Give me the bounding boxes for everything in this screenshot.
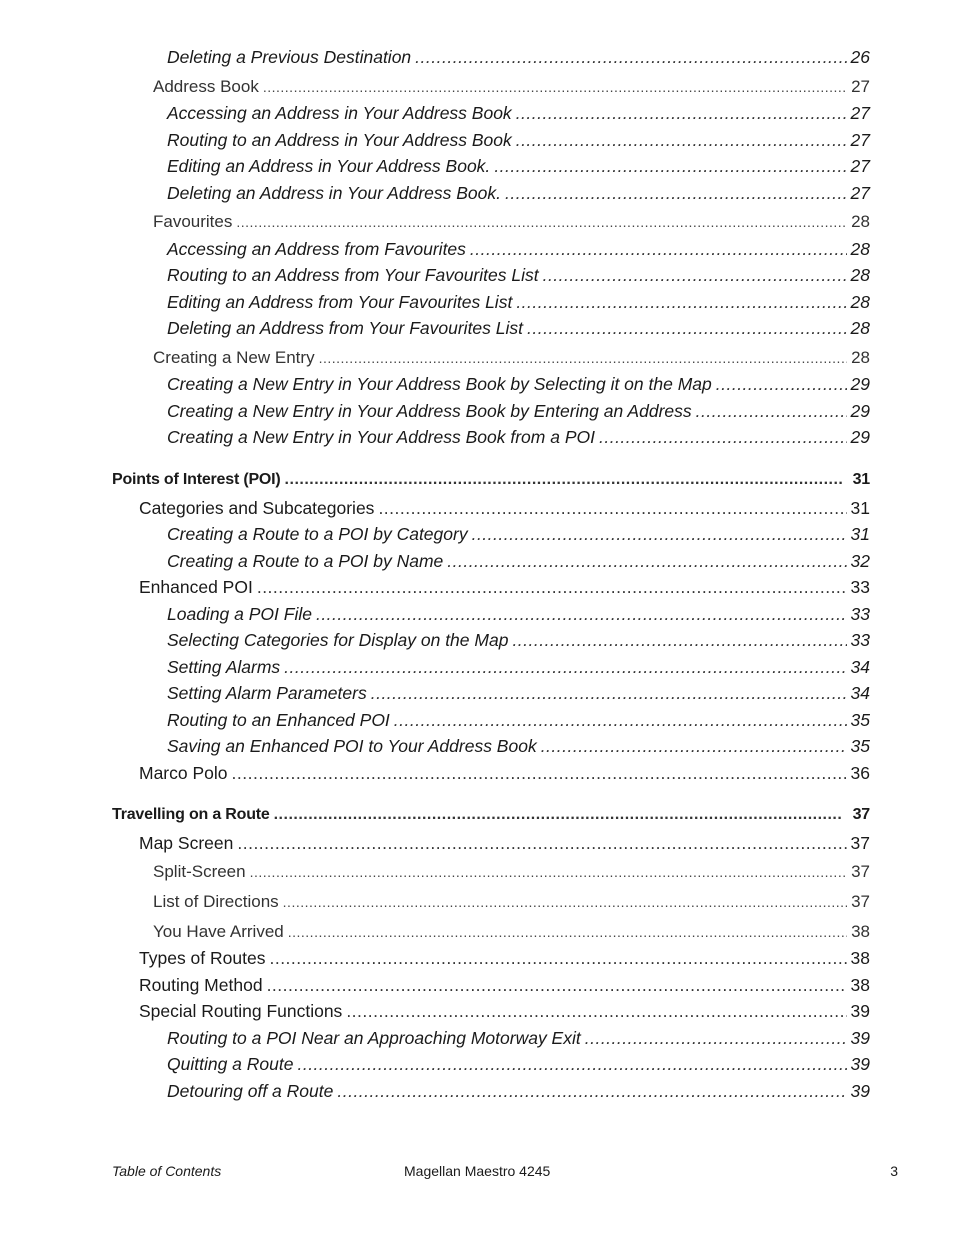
toc-page-number: 28 (850, 265, 870, 285)
toc-page-number: 34 (850, 683, 870, 703)
toc-entry-title: Deleting a Previous Destination (167, 47, 412, 67)
footer-section-title: Table of Contents (112, 1163, 222, 1179)
toc-page-number: 35 (850, 736, 870, 756)
toc-dot-leader (543, 265, 847, 286)
toc-entry[interactable] (167, 265, 870, 286)
toc-entry-title: Detouring off a Route (167, 1081, 334, 1101)
toc-entry[interactable] (167, 427, 870, 448)
toc-dot-leader (599, 427, 847, 448)
toc-page-number: 31 (850, 524, 870, 544)
toc-page-number: 38 (850, 948, 870, 968)
toc-entry-title: Selecting Categories for Display on the Map (167, 630, 509, 650)
toc-page-number: 33 (850, 630, 870, 650)
toc-page-number: 29 (850, 401, 870, 421)
toc-entry-title: Marco Polo (139, 763, 228, 783)
toc-page-number: 29 (850, 374, 870, 394)
toc-page-number: 32 (850, 551, 870, 571)
toc-page-number: 27 (850, 183, 870, 203)
toc-entry-title: Deleting an Address from Your Favourites List (167, 318, 524, 338)
toc-dot-leader (319, 350, 848, 366)
toc-entry[interactable] (167, 103, 870, 124)
toc-page-number: 37 (850, 833, 870, 853)
toc-page-number: 39 (850, 1001, 870, 1021)
toc-entry[interactable] (167, 657, 870, 678)
toc-page-number: 33 (850, 604, 870, 624)
toc-entry[interactable] (167, 239, 870, 260)
toc-entry[interactable] (167, 1054, 870, 1075)
toc-dot-leader (269, 948, 846, 969)
toc-dot-leader (394, 710, 847, 731)
toc-dot-leader (297, 1054, 846, 1075)
toc-page-number: 36 (850, 763, 870, 783)
toc-dot-leader (696, 401, 847, 422)
toc-entry[interactable] (167, 630, 870, 651)
toc-dot-leader (472, 524, 847, 545)
toc-dot-leader (267, 975, 847, 996)
toc-dot-leader (585, 1028, 847, 1049)
toc-dot-leader (516, 130, 847, 151)
toc-dot-leader (283, 894, 847, 910)
toc-page-number: 37 (851, 862, 870, 881)
toc-entry-title: Split-Screen (153, 862, 246, 881)
toc-entry[interactable] (139, 763, 870, 784)
toc-entry[interactable] (139, 975, 870, 996)
toc-entry-title: Routing to an Address in Your Address Book (167, 130, 512, 150)
toc-entry[interactable] (153, 922, 870, 942)
toc-entry-title: Editing an Address from Your Favourites List (167, 292, 513, 312)
toc-dot-leader (447, 551, 846, 572)
toc-page-number: 28 (850, 318, 870, 338)
footer-page-number: 3 (890, 1163, 898, 1179)
toc-entry-title: Creating a New Entry in Your Address Book by Selecting it on the Map (167, 374, 712, 394)
toc-entry-title: Saving an Enhanced POI to Your Address Book (167, 736, 537, 756)
toc-entry[interactable] (167, 318, 870, 339)
toc-entry-title: Map Screen (139, 833, 234, 853)
toc-entry[interactable] (167, 1081, 870, 1102)
toc-page-number: 29 (850, 427, 870, 447)
toc-entry[interactable] (167, 130, 870, 151)
toc-entry-title: Routing to an Enhanced POI (167, 710, 390, 730)
toc-dot-leader (263, 79, 847, 95)
toc-page-number: 28 (851, 212, 870, 231)
toc-entry-title: List of Directions (153, 892, 279, 911)
toc-page-number: 27 (850, 103, 870, 123)
toc-page-number: 26 (850, 47, 870, 67)
toc-entry[interactable] (167, 183, 870, 204)
toc-entry[interactable] (153, 77, 870, 97)
toc-entry[interactable] (167, 736, 870, 757)
toc-entry[interactable] (167, 604, 870, 625)
toc-entry-title: Routing to an Address from Your Favourites List (167, 265, 539, 285)
toc-page-number: 31 (852, 471, 870, 488)
toc-dot-leader (371, 683, 847, 704)
toc-entry-title: Loading a POI File (167, 604, 312, 624)
toc-entry[interactable] (167, 292, 870, 313)
toc-entry-title: Favourites (153, 212, 233, 231)
toc-dot-leader (236, 214, 847, 230)
toc-dot-leader (505, 183, 847, 204)
toc-entry-title: Enhanced POI (139, 577, 253, 597)
toc-page-number: 35 (850, 710, 870, 730)
toc-dot-leader (232, 763, 847, 784)
toc-dot-leader (346, 1001, 846, 1022)
toc-entry-title: Creating a New Entry in Your Address Book from a POI (167, 427, 595, 447)
toc-dot-leader (516, 103, 847, 124)
toc-dot-leader (512, 630, 846, 651)
toc-entry-title: Editing an Address in Your Address Book. (167, 156, 491, 176)
toc-entry[interactable] (139, 833, 870, 854)
toc-entry[interactable] (153, 892, 870, 912)
toc-entry[interactable] (153, 212, 870, 232)
toc-entry-title: Creating a Route to a POI by Category (167, 524, 468, 544)
toc-entry[interactable] (139, 1001, 870, 1022)
toc-page-number: 38 (851, 922, 870, 941)
toc-entry[interactable] (167, 401, 870, 422)
page-footer (112, 1163, 898, 1183)
toc-entry-title: Routing Method (139, 975, 263, 995)
toc-page-number: 28 (851, 348, 870, 367)
toc-page-number: 31 (850, 498, 870, 518)
toc-entry[interactable] (167, 551, 870, 572)
toc-dot-leader (237, 833, 846, 854)
toc-dot-leader (378, 498, 846, 519)
toc-entry-title: You Have Arrived (153, 922, 284, 941)
toc-page-number: 37 (851, 892, 870, 911)
toc-entry[interactable] (153, 862, 870, 882)
toc-dot-leader (257, 577, 847, 598)
toc-page-number: 39 (850, 1054, 870, 1074)
toc-page-number: 27 (851, 77, 870, 96)
toc-entry-title: Types of Routes (139, 948, 266, 968)
toc-dot-leader (494, 156, 846, 177)
toc-page-number: 27 (850, 130, 870, 150)
toc-dot-leader (516, 292, 846, 313)
toc-entry-title: Deleting an Address in Your Address Book. (167, 183, 501, 203)
toc-dot-leader (527, 318, 847, 339)
toc-entry-title: Quitting a Route (167, 1054, 294, 1074)
toc-entry-title: Routing to a POI Near an Approaching Motorway Exit (167, 1028, 581, 1048)
toc-page-number: 39 (850, 1028, 870, 1048)
toc-chapter-entry[interactable] (112, 471, 870, 489)
toc-page-number: 38 (850, 975, 870, 995)
toc-entry[interactable] (139, 577, 870, 598)
toc-entry[interactable] (153, 348, 870, 368)
toc-entry-title: Special Routing Functions (139, 1001, 343, 1021)
toc-entry[interactable] (167, 1028, 870, 1049)
toc-page-number: 28 (850, 239, 870, 259)
toc-entry[interactable] (167, 47, 870, 68)
toc-page-number: 39 (850, 1081, 870, 1101)
toc-dot-leader (716, 374, 847, 395)
toc-dot-leader (250, 864, 847, 880)
toc-dot-leader (284, 657, 846, 678)
footer-product-name: Magellan Maestro 4245 (404, 1163, 551, 1179)
toc-entry[interactable] (167, 524, 870, 545)
toc-entry[interactable] (167, 683, 870, 704)
toc-dot-leader (285, 471, 843, 489)
toc-entry-title: Setting Alarm Parameters (167, 683, 367, 703)
toc-entry-title: Creating a Route to a POI by Name (167, 551, 444, 571)
toc-entry[interactable] (167, 156, 870, 177)
toc-entry-title: Travelling on a Route (112, 806, 270, 823)
toc-entry[interactable] (139, 948, 870, 969)
toc-entry-title: Address Book (153, 77, 259, 96)
toc-chapter-entry[interactable] (112, 806, 870, 824)
toc-dot-leader (470, 239, 847, 260)
toc-dot-leader (541, 736, 847, 757)
toc-entry-title: Setting Alarms (167, 657, 281, 677)
toc-entry-title: Accessing an Address in Your Address Book (167, 103, 512, 123)
toc-page-number: 33 (850, 577, 870, 597)
toc-dot-leader (288, 924, 847, 940)
toc-entry-title: Categories and Subcategories (139, 498, 375, 518)
toc-page-number: 27 (850, 156, 870, 176)
toc-page-number: 34 (850, 657, 870, 677)
toc-entry-title: Accessing an Address from Favourites (167, 239, 466, 259)
toc-entry[interactable] (167, 374, 870, 395)
toc-entry-title: Creating a New Entry in Your Address Book by Entering an Address (167, 401, 692, 421)
toc-entry-title: Points of Interest (POI) (112, 471, 281, 488)
toc-entry-title: Creating a New Entry (153, 348, 315, 367)
toc-dot-leader (337, 1081, 846, 1102)
toc-page-number: 37 (852, 806, 870, 823)
toc-dot-leader (316, 604, 847, 625)
toc-entry[interactable] (139, 498, 870, 519)
toc-dot-leader (415, 47, 846, 68)
toc-dot-leader (274, 806, 843, 824)
toc-page-number: 28 (850, 292, 870, 312)
toc-entry[interactable] (167, 710, 870, 731)
